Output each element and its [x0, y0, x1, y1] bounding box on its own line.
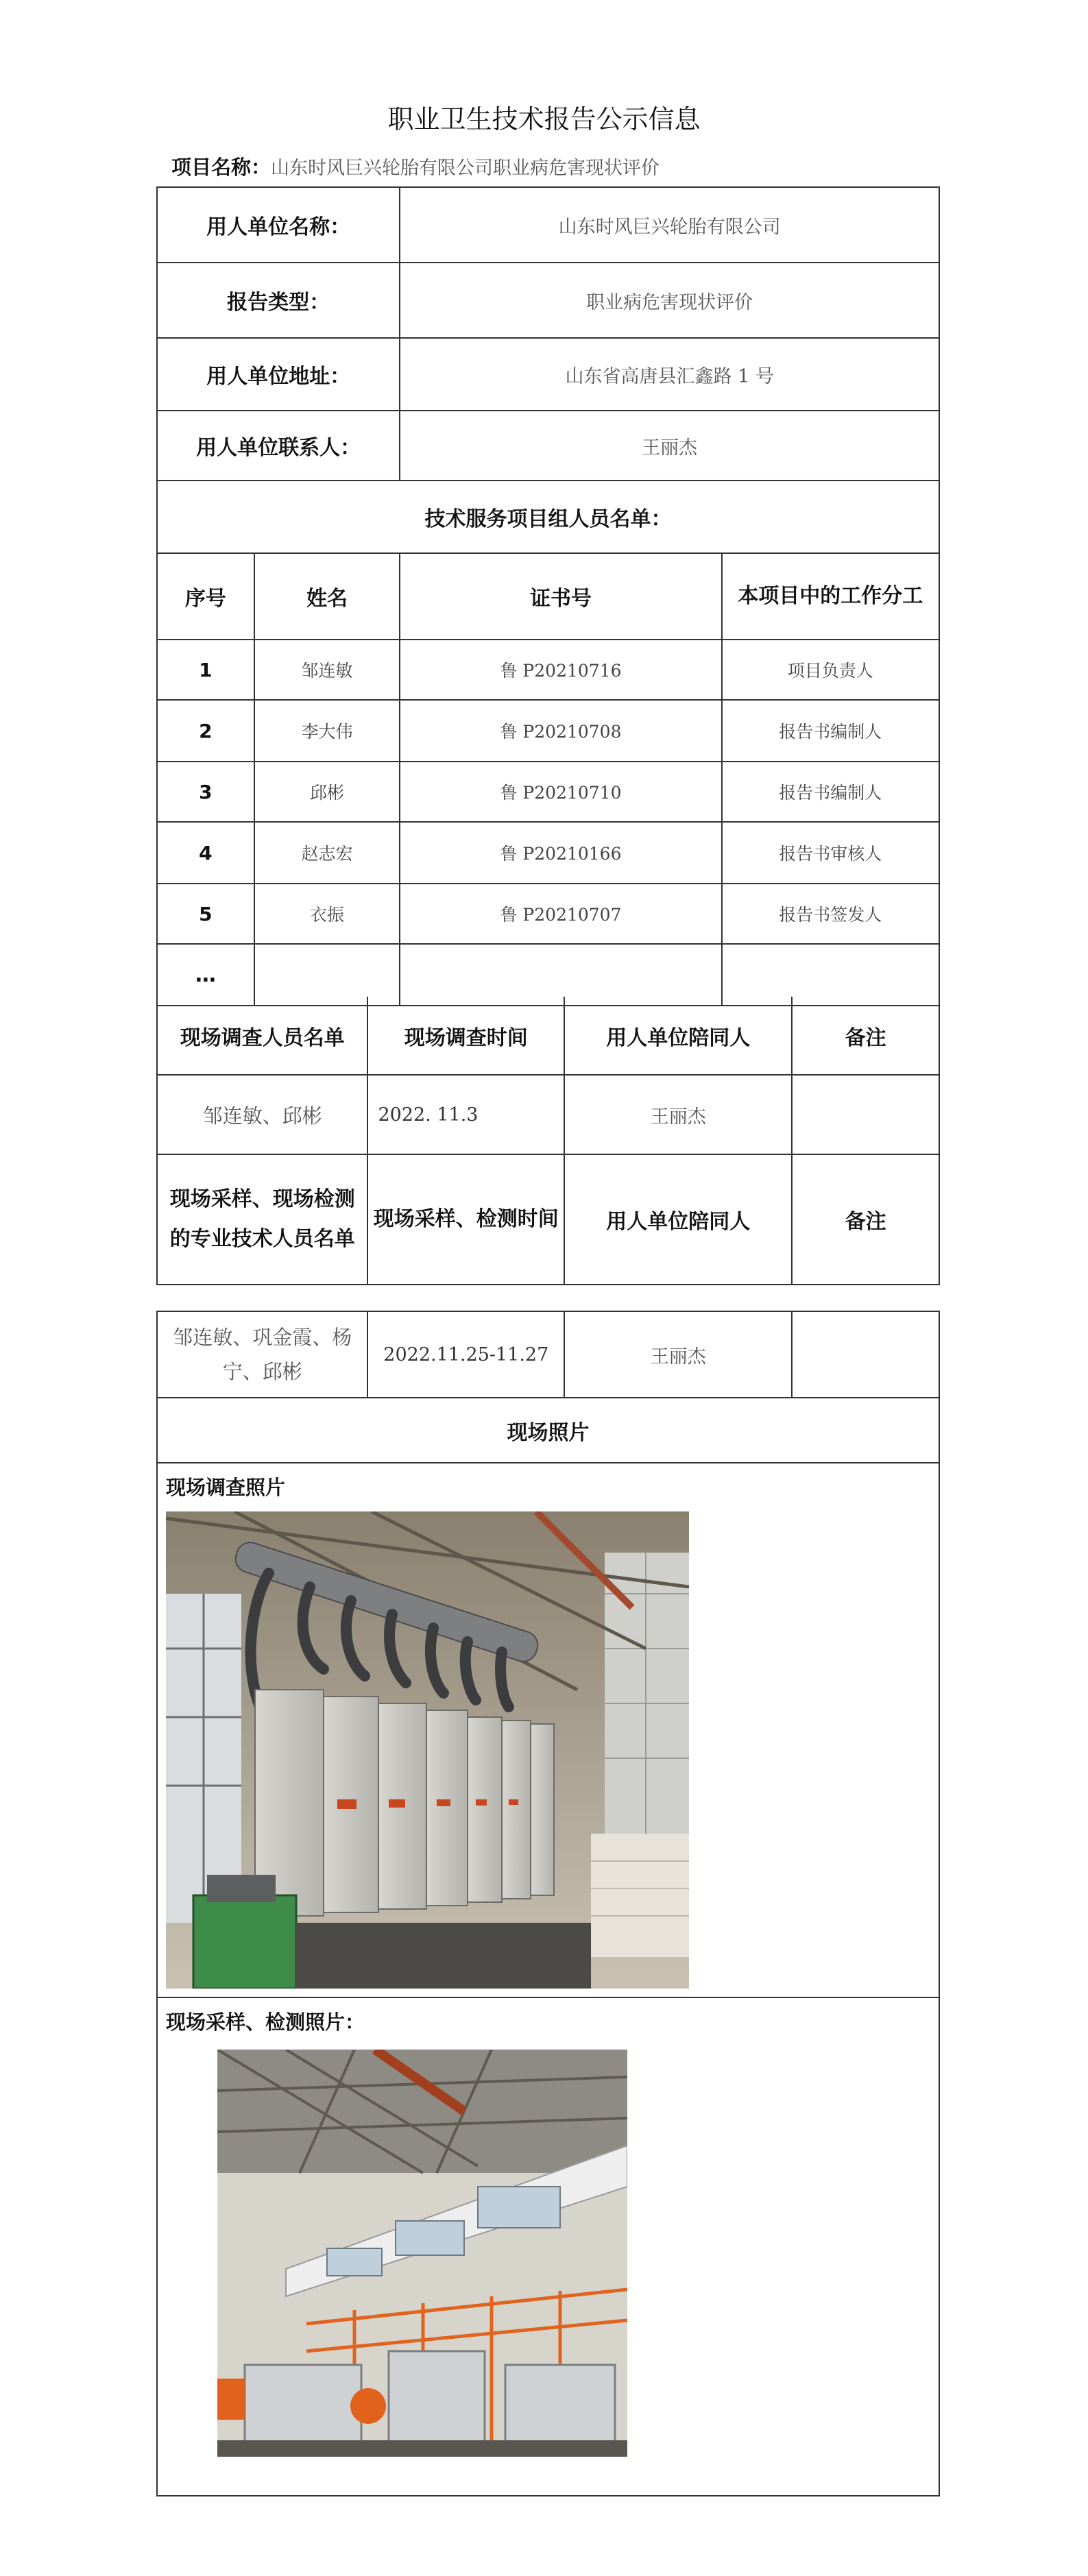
team-role: 项目负责人: [722, 640, 939, 700]
team-role: 报告书签发人: [722, 884, 939, 944]
team-header: 证书号: [400, 553, 721, 640]
team-ellipsis: …: [157, 944, 254, 1006]
project-line: [171, 152, 660, 180]
team-no: 2: [157, 700, 254, 762]
survey-photo-label: 现场调查照片: [166, 1476, 286, 1499]
info-value: 王丽杰: [400, 411, 939, 481]
team-header: 姓名: [254, 553, 400, 640]
team-no: 3: [157, 762, 254, 822]
info-label: 用人单位地址：: [157, 338, 400, 411]
sampling-photo-label: 现场采样、检测照片：: [166, 2010, 365, 2034]
team-row: [157, 884, 939, 944]
report-info-table: [156, 186, 940, 1006]
survey-header-row: [157, 997, 939, 1075]
team-name: 赵志宏: [254, 822, 400, 884]
team-no: 4: [157, 822, 254, 884]
team-title: 技术服务项目组人员名单：: [157, 481, 939, 553]
survey-row: [157, 1075, 939, 1154]
sampling-header: 现场采样、检测时间: [367, 1154, 564, 1285]
sampling-header: 现场采样、现场检测的专业技术人员名单: [157, 1154, 367, 1285]
team-row: [157, 822, 939, 884]
sampling-photo: [217, 2050, 627, 2457]
team-row: [157, 640, 939, 700]
team-name: 邹连敏: [254, 640, 400, 700]
team-header: 本项目中的工作分工: [722, 553, 939, 640]
team-cert: 鲁 P20210166: [400, 822, 721, 884]
team-header-row: [157, 553, 939, 640]
survey-note: [792, 1075, 939, 1154]
team-name: 衣振: [254, 884, 400, 944]
sampling-header-row: [157, 1154, 939, 1285]
project-label: 项目名称：: [171, 156, 271, 179]
info-row: [157, 411, 939, 481]
info-label: 用人单位名称：: [157, 187, 400, 263]
team-header: 序号: [157, 553, 254, 640]
survey-header: 备注: [792, 997, 939, 1075]
page-title: 职业卫生技术报告公示信息: [387, 104, 701, 134]
survey-names: 邹连敏、邱彬: [157, 1075, 367, 1154]
info-row: [157, 263, 939, 338]
team-role: 报告书审核人: [722, 822, 939, 884]
sampling-header: 用人单位陪同人: [564, 1154, 792, 1285]
info-label: 用人单位联系人：: [157, 411, 400, 481]
info-row: [157, 338, 939, 411]
sampling-row: [157, 1311, 939, 1398]
sampling-escort: 王丽杰: [564, 1311, 792, 1398]
team-cert: 鲁 P20210710: [400, 762, 721, 822]
team-row: [157, 700, 939, 762]
survey-header: 现场调查人员名单: [157, 997, 367, 1075]
factory-machinery-image: [166, 1511, 689, 1989]
survey-time: 2022. 11.3: [367, 1075, 564, 1154]
team-cert: 鲁 P20210708: [400, 700, 721, 762]
photos-section-title: 现场照片: [157, 1398, 939, 1463]
survey-photo: [166, 1511, 689, 1989]
team-row: [157, 762, 939, 822]
sampling-time: 2022.11.25-11.27: [367, 1311, 564, 1398]
project-value: 山东时风巨兴轮胎有限公司职业病危害现状评价: [271, 158, 660, 179]
team-no: 5: [157, 884, 254, 944]
info-value: 山东省高唐县汇鑫路 1 号: [400, 338, 939, 411]
survey-header: 用人单位陪同人: [564, 997, 792, 1075]
survey-header: 现场调查时间: [367, 997, 564, 1075]
sampling-note: [792, 1311, 939, 1398]
info-label: 报告类型：: [157, 263, 400, 338]
team-role: 报告书编制人: [722, 762, 939, 822]
info-value: 山东时风巨兴轮胎有限公司: [400, 187, 939, 263]
sampling-header: 备注: [792, 1154, 939, 1285]
workshop-gearbox-image: [217, 2050, 627, 2457]
team-cert: 鲁 P20210707: [400, 884, 721, 944]
info-row: [157, 187, 939, 263]
team-role: 报告书编制人: [722, 700, 939, 762]
team-name: 邱彬: [254, 762, 400, 822]
sampling-names: 邹连敏、巩金霞、杨宁、邱彬: [157, 1311, 367, 1398]
info-value: 职业病危害现状评价: [400, 263, 939, 338]
team-no: 1: [157, 640, 254, 700]
team-name: 李大伟: [254, 700, 400, 762]
survey-table: [156, 997, 940, 1285]
team-cert: 鲁 P20210716: [400, 640, 721, 700]
survey-escort: 王丽杰: [564, 1075, 792, 1154]
